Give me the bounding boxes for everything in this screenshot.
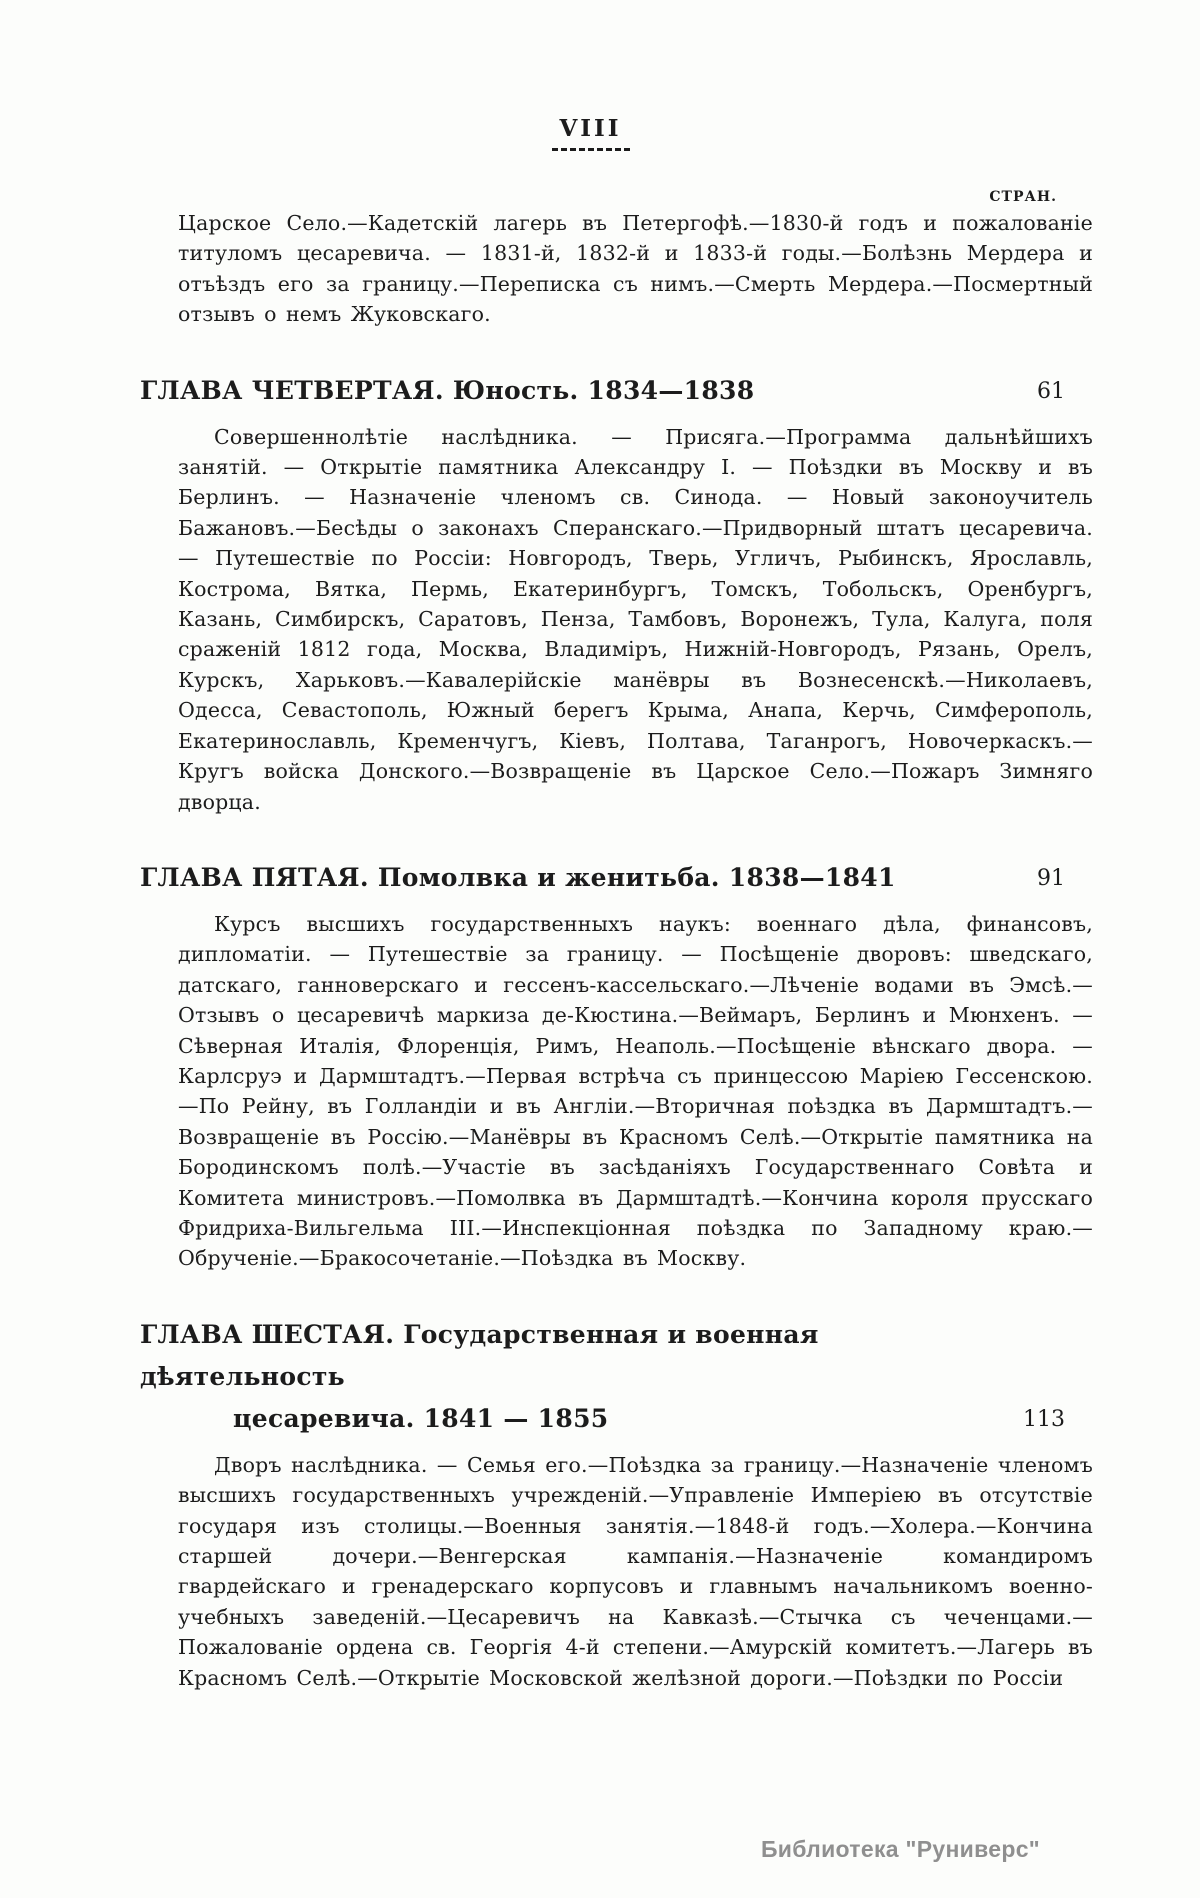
chapter-title-line: ГЛАВА ШЕСТАЯ. Государственная и военная дѣятельность [140, 1319, 819, 1391]
chapter-summary: Курсъ высшихъ государственныхъ наукъ: военнаго дѣла, финансовъ, дипломатіи. — Путешествіе за границу. — Посѣщеніе дворовъ: шведскаго, датскаго, ганноверскаго и гессенъ-кассельскаго.—Лѣченіе водами въ Эмсѣ.—Отзывъ о цесаревичѣ маркиза де-Кюстина.—Веймаръ, Берлинъ и Мюнхенъ. — Сѣверная Италія, Флоренція, Римъ, Неаполь.—Посѣщеніе вѣнскаго двора. — Карлсруэ и Дармштадтъ.—Первая встрѣча съ принцессою Маріею Гессенскою.—По Рейну, въ Голландіи и въ Англіи.—Вторичная поѣздка въ Дармштадтъ.—Возвращеніе въ Россію.—Манёвры въ Красномъ Селѣ.—Открытіе памятника на Бородинскомъ полѣ.—Участіе въ засѣданіяхъ Государственнаго Совѣта и Комитета министровъ.—Помолвка въ Дармштадтѣ.—Кончина короля прусскаго Фридриха-Вильгельма III.—Инспекціонная поѣздка по Западному краю.—Обрученіе.—Бракосочетаніе.—Поѣздка въ Москву. [178, 911, 1093, 1271]
chapter-heading-row [140, 857, 1093, 899]
toc-entry-chapter-6 [140, 1314, 1093, 1693]
chapter-heading-row [140, 1314, 1093, 1440]
chapter-summary: Совершеннолѣтіе наслѣдника. — Присяга.—Программа дальнѣйшихъ занятій. — Открытіе памятника Александру I. — Поѣздки въ Москву и въ Берлинъ. — Назначеніе членомъ св. Синода. — Новый законоучитель Бажановъ.—Бесѣды о законахъ Сперанскаго.—Придворный штатъ цесаревича. — Путешествіе по Россіи: Новгородъ, Тверь, Угличъ, Рыбинскъ, Ярославль, Кострома, Вятка, Пермь, Екатеринбургъ, Томскъ, Тобольскъ, Оренбургъ, Казань, Симбирскъ, Саратовъ, Пенза, Тамбовъ, Воронежъ, Тула, Калуга, поля сраженій 1812 года, Москва, Владиміръ, Нижній-Новгородъ, Рязань, Орелъ, Курскъ, Харьковъ.—Кавалерійскіе манёвры въ Вознесенскѣ.—Николаевъ, Одесса, Севастополь, Южный берегъ Крыма, Анапа, Керчь, Симферополь, Екатеринославль, Кременчугъ, Кіевъ, Полтава, Таганрогъ, Новочеркаскъ.—Кругъ войска Донского.—Возвращеніе въ Царское Село.—Пожаръ Зимняго дворца. [178, 424, 1093, 814]
chapter-page-number: 61 [1037, 378, 1065, 404]
folio-number: VIII [559, 115, 622, 142]
chapter-title [140, 857, 1019, 899]
chapter-page-number: 91 [1037, 865, 1065, 891]
toc-entry-chapter-4 [140, 370, 1093, 817]
library-watermark: Библиотека "Руниверс" [760, 1836, 1040, 1862]
chapter-summary: Дворъ наслѣдника. — Семья его.—Поѣздка за границу.—Назначеніе членомъ высшихъ государственныхъ учрежденій.—Управленіе Имперіею въ отсутствіе государя изъ столицы.—Военныя занятія.—1848-й годъ.—Холера.—Кончина старшей дочери.—Венгерская кампанія.—Назначеніе командиромъ гвардейскаго и гренадерскаго корпусовъ и главнымъ начальникомъ военно-учебныхъ заведеній.—Цесаревичъ на Кавказѣ.—Стычка съ чеченцами.—Пожалованіе ордена св. Георгія 4-й степени.—Амурскій комитетъ.—Лагерь въ Красномъ Селѣ.—Открытіе Московской желѣзной дороги.—Поѣздки по Россіи [178, 1452, 1093, 1690]
chapter-title-line: ГЛАВА ПЯТАЯ. Помолвка и женитьба. 1838—1841 [140, 862, 896, 892]
chapter-title-line: ГЛАВА ЧЕТВЕРТАЯ. Юность. 1834—1838 [140, 375, 755, 405]
chapter-title [140, 370, 1019, 412]
continuation-paragraph: Царское Село.—Кадетскій лагерь въ Петергофѣ.—1830-й годъ и пожалованіе титуломъ цесаревича. — 1831-й, 1832-й и 1833-й годы.—Болѣзнь Мердера и отъѣздъ его за границу.—Переписка съ нимъ.—Смерть Мердера.—Посмертный отзывъ о немъ Жуковскаго. [178, 211, 1093, 327]
page-column-header: СТРАН. [989, 189, 1057, 205]
folio-rule [552, 148, 630, 151]
chapter-heading-row [140, 370, 1093, 412]
chapter-title [140, 1314, 1019, 1440]
chapter-page-number: 113 [1023, 1406, 1065, 1432]
folio-header [114, 116, 1067, 168]
chapter-title-line: цесаревича. 1841 — 1855 [233, 1403, 609, 1433]
toc-entry-chapter-5 [140, 857, 1093, 1274]
